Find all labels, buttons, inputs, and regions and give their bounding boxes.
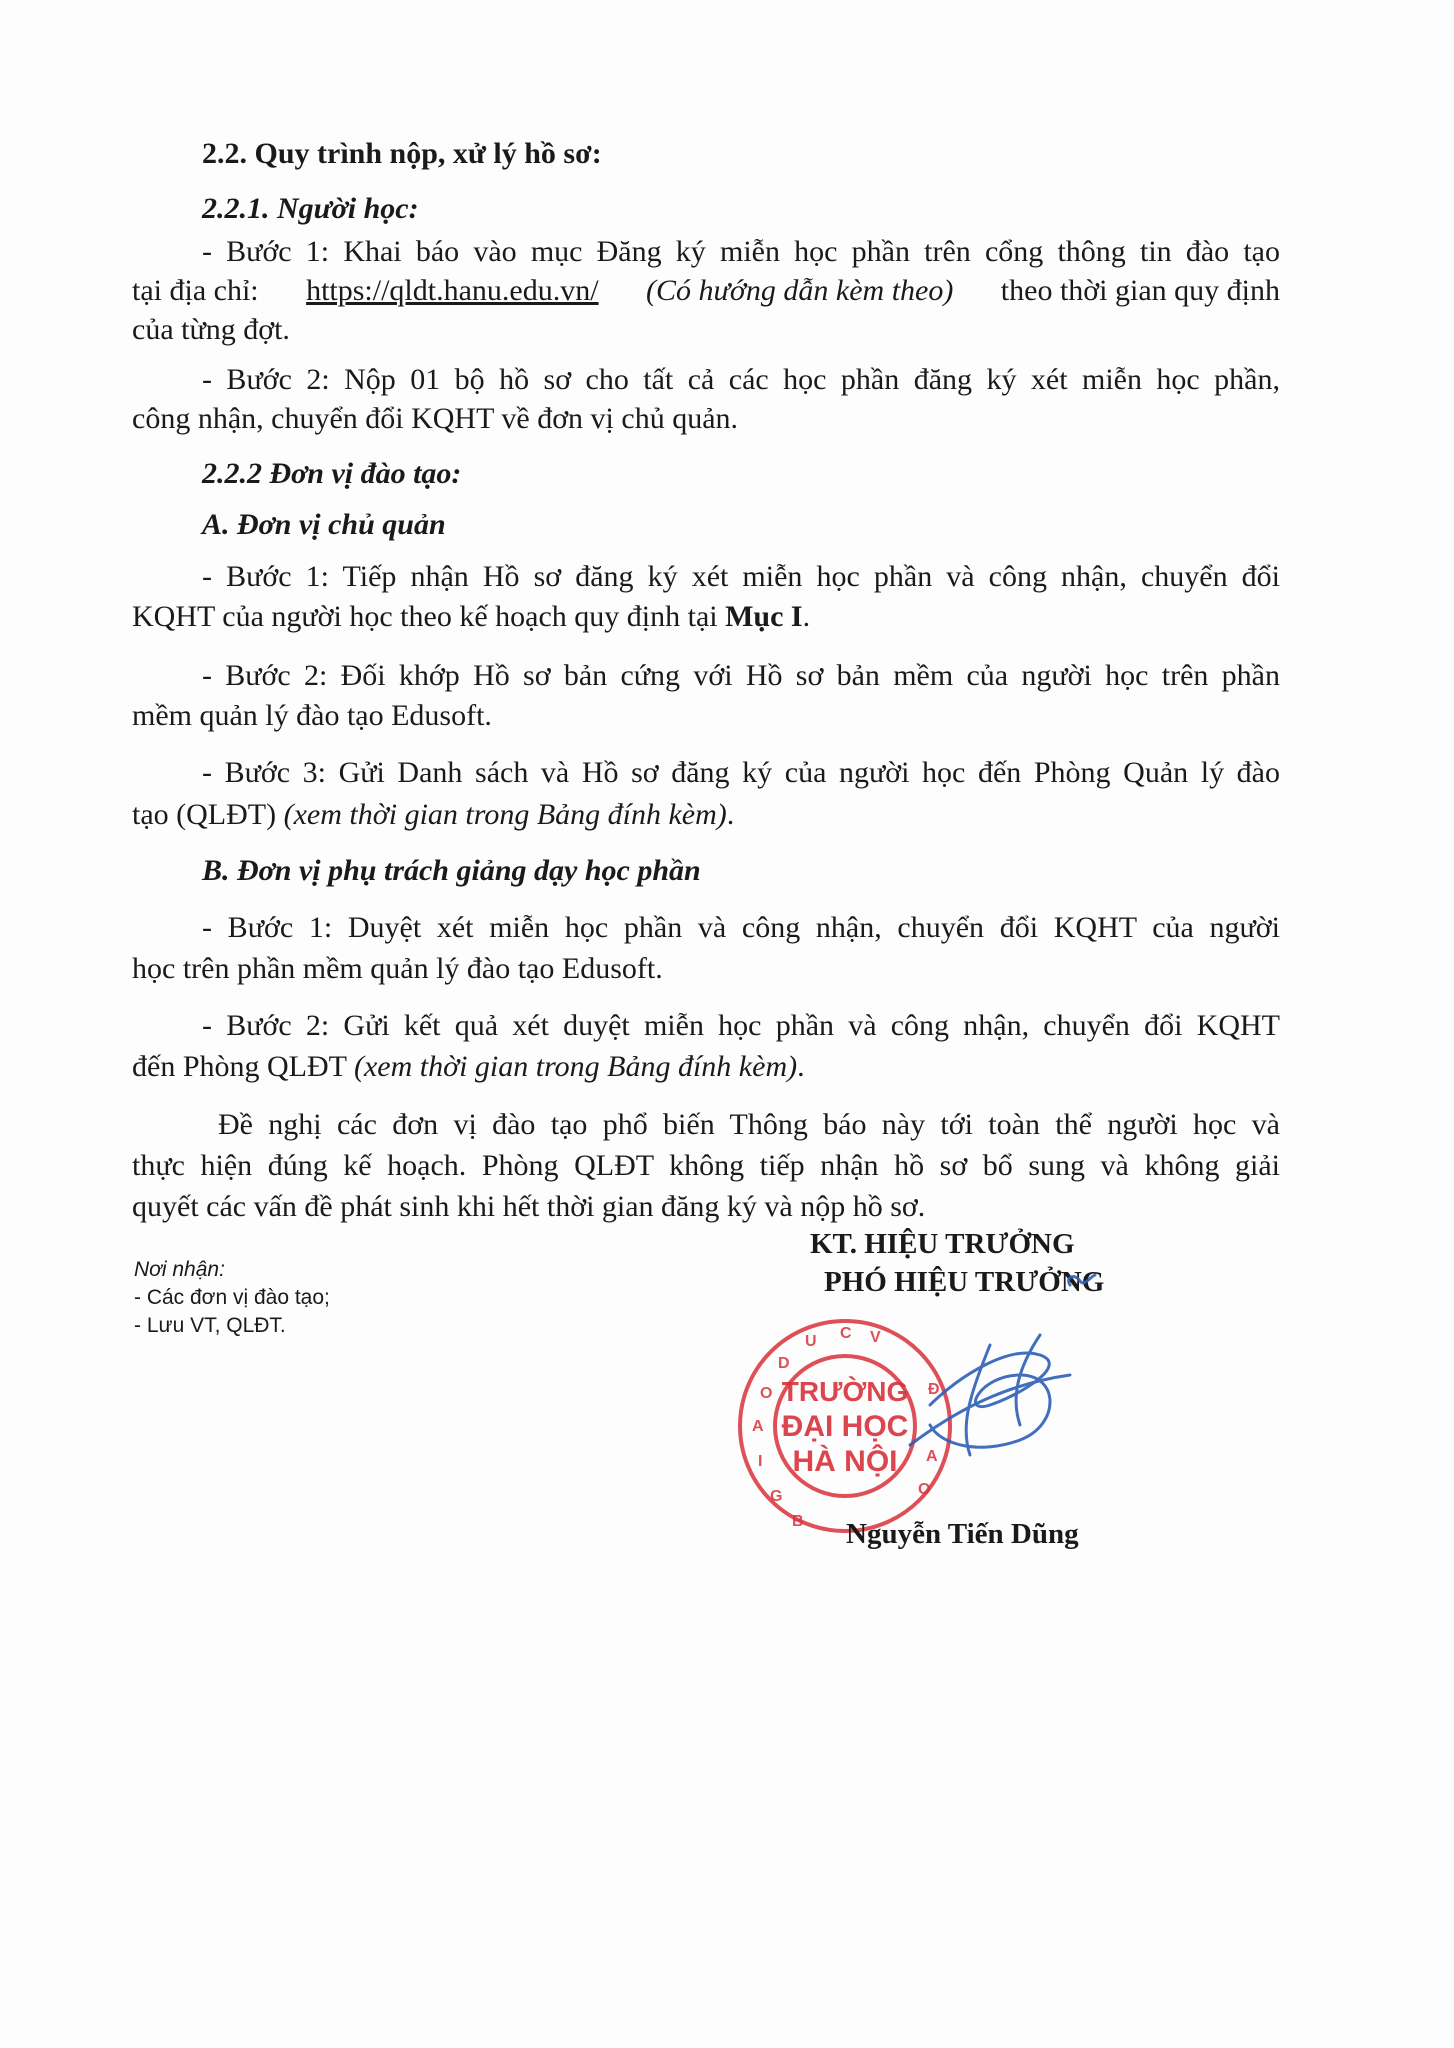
seal-text-line1: TRƯỜNG xyxy=(781,1376,909,1407)
closing-line1: Đề nghị các đơn vị đào tạo phổ biến Thông báo này tới toàn thể người học và xyxy=(218,1108,1280,1141)
a-step3-italic: (xem thời gian trong Bảng đính kèm) xyxy=(283,798,727,831)
closing-line3: quyết các vấn đề phát sinh khi hết thời gian đăng ký và nộp hồ sơ. xyxy=(132,1190,926,1223)
a-step3-line1: - Bước 3: Gửi Danh sách và Hồ sơ đăng ký của người học đến Phòng Quản lý đào xyxy=(202,756,1280,789)
recipients-title: Nơi nhận: xyxy=(134,1258,225,1281)
svg-text:A: A xyxy=(752,1418,764,1435)
a-step3-line2: tạo (QLĐT) (xem thời gian trong Bảng đính kèm). xyxy=(132,798,735,831)
learner-step1-line1: - Bước 1: Khai báo vào mục Đăng ký miễn học phần trên cổng thông tin đào tạo xyxy=(202,235,1280,268)
signature-title-line1: KT. HIỆU TRƯỞNG xyxy=(810,1228,1075,1260)
learner-heading: 2.2.1. Người học: xyxy=(202,192,419,225)
a-step3-prefix: tạo (QLĐT) xyxy=(132,798,277,831)
step1-prefix: tại địa chỉ: xyxy=(132,274,259,307)
recipient-item: - Các đơn vị đào tạo; xyxy=(134,1286,330,1309)
b-step2-prefix: đến Phòng QLĐT xyxy=(132,1050,347,1083)
closing-line2: thực hiện đúng kế hoạch. Phòng QLĐT không tiếp nhận hồ sơ bổ sung và không giải xyxy=(132,1149,1280,1182)
seal-text-line3: HÀ NỘI xyxy=(792,1445,898,1478)
recipient-item: - Lưu VT, QLĐT. xyxy=(134,1314,286,1337)
step1-suffix: theo thời gian quy định xyxy=(1000,274,1280,307)
a-step1-line1: - Bước 1: Tiếp nhận Hồ sơ đăng ký xét miễn học phần và công nhận, chuyển đổi xyxy=(202,560,1280,593)
learner-step2-line1: - Bước 2: Nộp 01 bộ hồ sơ cho tất cả các học phần đăng ký xét miễn học phần, xyxy=(202,363,1280,396)
seal-text-line2: ĐẠI HỌC xyxy=(781,1410,909,1443)
b-step2-line1: - Bước 2: Gửi kết quả xét duyệt miễn học phần và công nhận, chuyển đổi KQHT xyxy=(202,1009,1280,1042)
a-step2-line1: - Bước 2: Đối khớp Hồ sơ bản cứng với Hồ sơ bản mềm của người học trên phần xyxy=(202,659,1280,692)
svg-text:U: U xyxy=(805,1333,817,1350)
portal-link[interactable]: https://qldt.hanu.edu.vn/ xyxy=(306,274,599,307)
a-step1-bold-ref: Mục I xyxy=(725,600,803,633)
learner-step2-line2: công nhận, chuyển đổi KQHT về đơn vị chủ quản. xyxy=(132,402,739,435)
svg-text:A: A xyxy=(926,1448,938,1465)
a-step1-prefix: KQHT của người học theo kế hoạch quy định tại xyxy=(132,600,718,633)
unit-heading: 2.2.2 Đơn vị đào tạo: xyxy=(202,457,462,490)
unit-a-heading: A. Đơn vị chủ quản xyxy=(202,508,446,541)
b-step2-italic: (xem thời gian trong Bảng đính kèm) xyxy=(353,1050,798,1083)
handwritten-signature xyxy=(870,1255,1110,1485)
svg-text:V: V xyxy=(870,1329,881,1346)
a-step1-line2: KQHT của người học theo kế hoạch quy định tại Mục I. xyxy=(132,600,811,633)
signer-name: Nguyễn Tiến Dũng xyxy=(846,1518,1079,1550)
svg-text:C: C xyxy=(840,1325,852,1342)
unit-b-heading: B. Đơn vị phụ trách giảng dạy học phần xyxy=(202,854,701,887)
b-step1-line1: - Bước 1: Duyệt xét miễn học phần và công nhận, chuyển đổi KQHT của người xyxy=(202,911,1280,944)
svg-text:O: O xyxy=(760,1385,773,1402)
step1-italic-note: (Có hướng dẫn kèm theo) xyxy=(646,274,954,307)
learner-step1-line3: của từng đợt. xyxy=(132,313,290,346)
b-step2-line2: đến Phòng QLĐT (xem thời gian trong Bảng đính kèm). xyxy=(132,1050,805,1083)
svg-text:G: G xyxy=(770,1488,783,1505)
section-title: 2.2. Quy trình nộp, xử lý hồ sơ: xyxy=(202,137,602,170)
svg-text:Đ: Đ xyxy=(928,1381,940,1398)
b-step1-line2: học trên phần mềm quản lý đào tạo Edusoft. xyxy=(132,952,663,985)
svg-text:I: I xyxy=(758,1453,763,1470)
svg-text:O: O xyxy=(918,1481,931,1498)
svg-text:D: D xyxy=(778,1355,790,1372)
svg-text:B: B xyxy=(792,1513,804,1530)
a-step2-line2: mềm quản lý đào tạo Edusoft. xyxy=(132,699,492,732)
learner-step1-line2 xyxy=(132,272,1280,310)
signature-title-line2: PHÓ HIỆU TRƯỞNG xyxy=(824,1266,1105,1298)
